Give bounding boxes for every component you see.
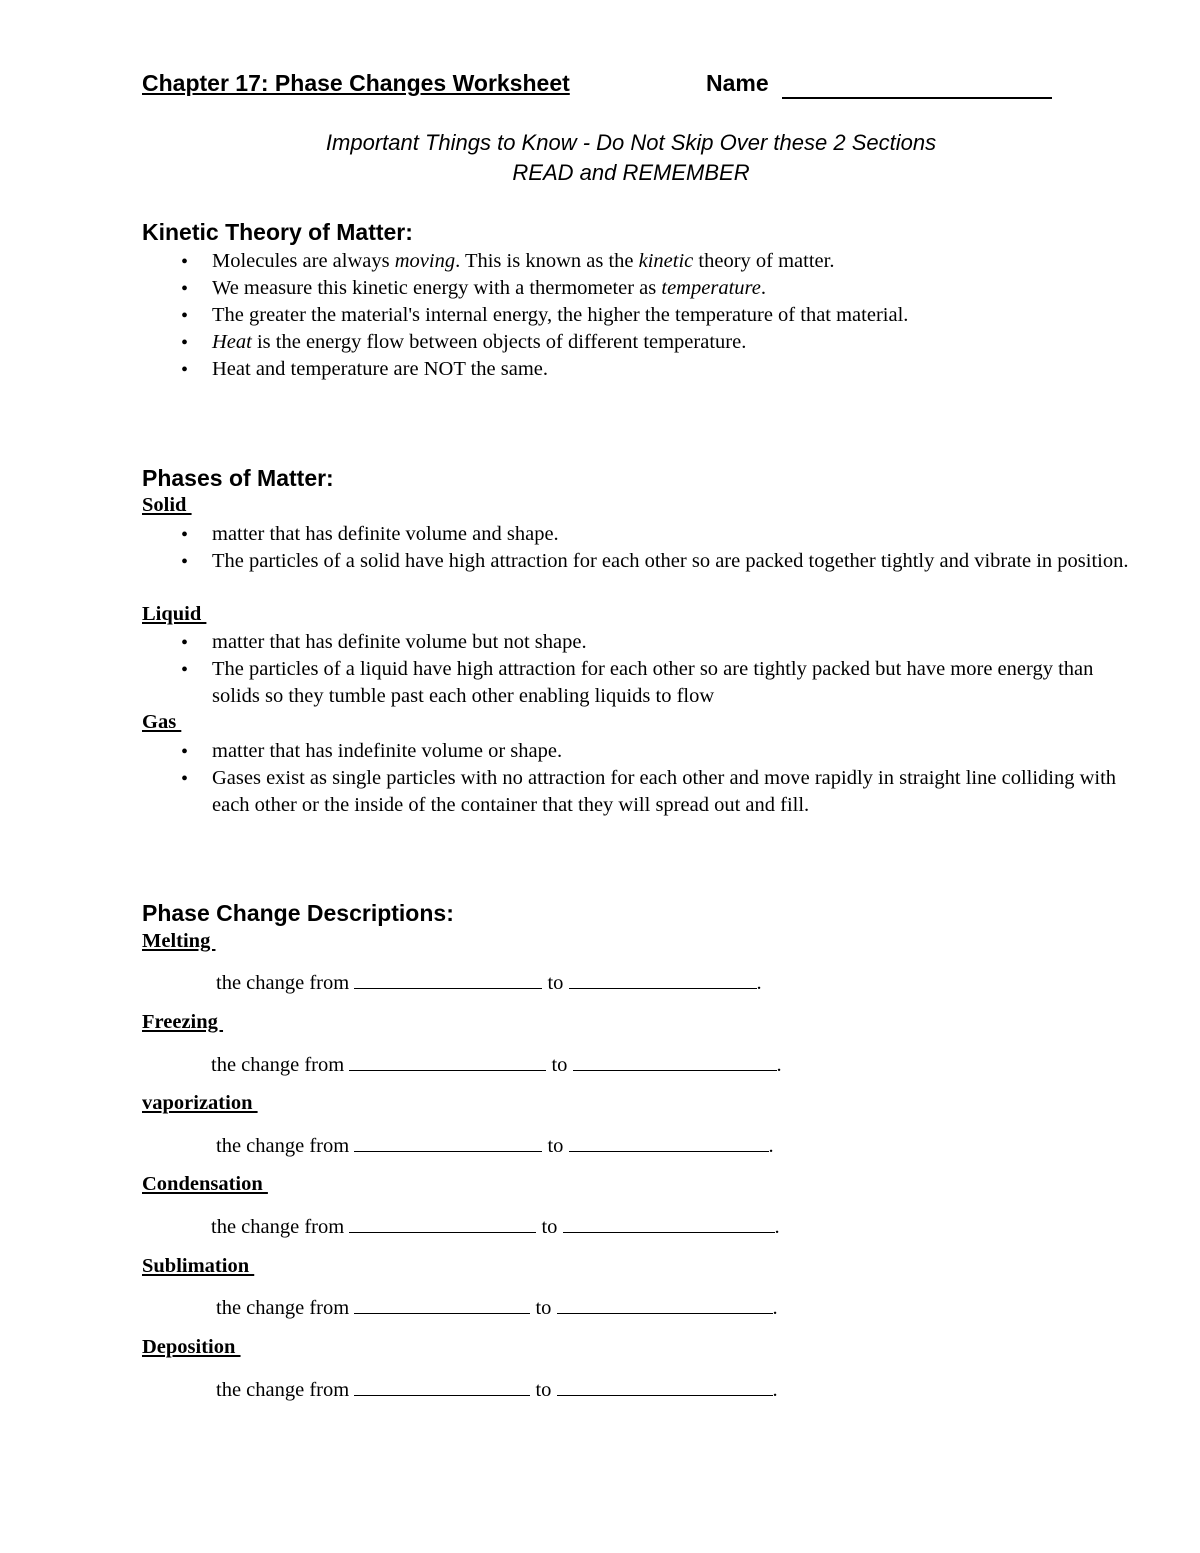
important-line-1: Important Things to Know - Do Not Skip Over these 2 Sections bbox=[325, 130, 937, 155]
melting-label: Melting bbox=[142, 930, 216, 952]
text: to bbox=[530, 1379, 557, 1401]
text: to bbox=[530, 1297, 557, 1319]
bullet-icon: • bbox=[181, 305, 189, 327]
deposition-sentence bbox=[216, 1376, 778, 1402]
text: is the energy flow between objects of different temperature. bbox=[251, 331, 747, 353]
text: the change from bbox=[216, 1379, 355, 1401]
list-item bbox=[142, 548, 1132, 575]
condensation-sentence bbox=[211, 1213, 780, 1239]
text: theory of matter. bbox=[693, 250, 835, 272]
list-item bbox=[142, 356, 1132, 383]
list-item bbox=[142, 275, 1132, 302]
text: matter that has indefinite volume or shape. bbox=[212, 740, 563, 762]
text: . bbox=[768, 1135, 774, 1157]
list-item bbox=[142, 248, 1132, 275]
list-item bbox=[142, 521, 1132, 548]
sublimation-sentence bbox=[216, 1294, 778, 1320]
melting-to-blank[interactable] bbox=[569, 969, 757, 989]
solid-label: Solid bbox=[142, 494, 192, 516]
text: . This is known as the bbox=[455, 250, 639, 272]
list-item bbox=[142, 629, 1132, 656]
text: Molecules are always bbox=[212, 250, 395, 272]
bullet-icon: • bbox=[181, 768, 189, 790]
melting-sentence bbox=[216, 969, 762, 995]
name-label: Name bbox=[706, 70, 769, 96]
text: The particles of a solid have high attraction for each other so are packed together tightly and vibrate in position. bbox=[212, 550, 1129, 572]
text: the change from bbox=[216, 972, 355, 994]
freezing-sentence bbox=[211, 1051, 782, 1077]
condensation-from-blank[interactable] bbox=[349, 1213, 536, 1233]
deposition-from-blank[interactable] bbox=[354, 1376, 530, 1396]
bullet-icon: • bbox=[181, 551, 189, 573]
text: matter that has definite volume and shape. bbox=[212, 523, 559, 545]
solid-list bbox=[142, 521, 1132, 575]
emphasis: moving bbox=[394, 250, 456, 272]
sublimation-from-blank[interactable] bbox=[354, 1294, 530, 1314]
deposition-to-blank[interactable] bbox=[557, 1376, 773, 1396]
list-item bbox=[142, 765, 1132, 819]
list-item bbox=[142, 302, 1132, 329]
phases-heading: Phases of Matter: bbox=[142, 465, 334, 491]
kinetic-heading: Kinetic Theory of Matter: bbox=[142, 219, 413, 245]
title-row bbox=[142, 70, 1062, 104]
liquid-label: Liquid bbox=[142, 603, 207, 625]
text: to bbox=[542, 1135, 569, 1157]
freezing-label: Freezing bbox=[142, 1011, 224, 1033]
text: the change from bbox=[216, 1135, 355, 1157]
gas-label: Gas bbox=[142, 711, 182, 733]
important-line-2: READ and REMEMBER bbox=[512, 160, 750, 185]
vaporization-label: vaporization bbox=[142, 1092, 258, 1114]
bullet-icon: • bbox=[181, 251, 189, 273]
bullet-icon: • bbox=[181, 332, 189, 354]
freezing-to-blank[interactable] bbox=[573, 1051, 777, 1071]
bullet-icon: • bbox=[181, 741, 189, 763]
melting-from-blank[interactable] bbox=[354, 969, 542, 989]
gas-list bbox=[142, 738, 1132, 819]
important-note bbox=[0, 128, 1200, 188]
page-title: Chapter 17: Phase Changes Worksheet bbox=[142, 70, 570, 96]
name-field[interactable] bbox=[782, 97, 1052, 99]
emphasis: Heat bbox=[212, 331, 252, 353]
condensation-label: Condensation bbox=[142, 1173, 268, 1195]
liquid-list bbox=[142, 629, 1132, 710]
text: the change from bbox=[216, 1297, 355, 1319]
kinetic-list bbox=[142, 248, 1132, 383]
bullet-icon: • bbox=[181, 359, 189, 381]
text: . bbox=[772, 1297, 778, 1319]
list-item bbox=[142, 329, 1132, 356]
text: . bbox=[772, 1379, 778, 1401]
bullet-icon: • bbox=[181, 659, 189, 681]
text: Gases exist as single particles with no attraction for each other and move rapidly in straight line colliding with each other or the inside of the container that they will spread out and fill. bbox=[212, 767, 1117, 816]
list-item bbox=[142, 738, 1132, 765]
condensation-to-blank[interactable] bbox=[563, 1213, 775, 1233]
freezing-from-blank[interactable] bbox=[349, 1051, 546, 1071]
text: . bbox=[774, 1216, 780, 1238]
vaporization-from-blank[interactable] bbox=[354, 1132, 542, 1152]
bullet-icon: • bbox=[181, 524, 189, 546]
text: . bbox=[756, 972, 762, 994]
text: to bbox=[542, 972, 569, 994]
vaporization-sentence bbox=[216, 1132, 774, 1158]
text: . bbox=[760, 277, 766, 299]
emphasis: temperature bbox=[661, 277, 761, 299]
sublimation-to-blank[interactable] bbox=[557, 1294, 773, 1314]
text: the change from bbox=[211, 1054, 350, 1076]
text: to bbox=[546, 1054, 573, 1076]
text: The greater the material's internal energy, the higher the temperature of that material. bbox=[212, 304, 909, 326]
deposition-label: Deposition bbox=[142, 1336, 241, 1358]
text: The particles of a liquid have high attraction for each other so are tightly packed but have more energy than solids so they tumble past each other enabling liquids to flow bbox=[212, 658, 1094, 707]
text: We measure this kinetic energy with a thermometer as bbox=[212, 277, 662, 299]
bullet-icon: • bbox=[181, 278, 189, 300]
vaporization-to-blank[interactable] bbox=[569, 1132, 769, 1152]
list-item bbox=[142, 656, 1132, 710]
text: Heat and temperature are NOT the same. bbox=[212, 358, 549, 380]
bullet-icon: • bbox=[181, 632, 189, 654]
text: the change from bbox=[211, 1216, 350, 1238]
text: . bbox=[776, 1054, 782, 1076]
sublimation-label: Sublimation bbox=[142, 1255, 255, 1277]
text: to bbox=[536, 1216, 563, 1238]
text: matter that has definite volume but not shape. bbox=[212, 631, 587, 653]
descriptions-heading: Phase Change Descriptions: bbox=[142, 900, 454, 926]
emphasis: kinetic bbox=[638, 250, 694, 272]
